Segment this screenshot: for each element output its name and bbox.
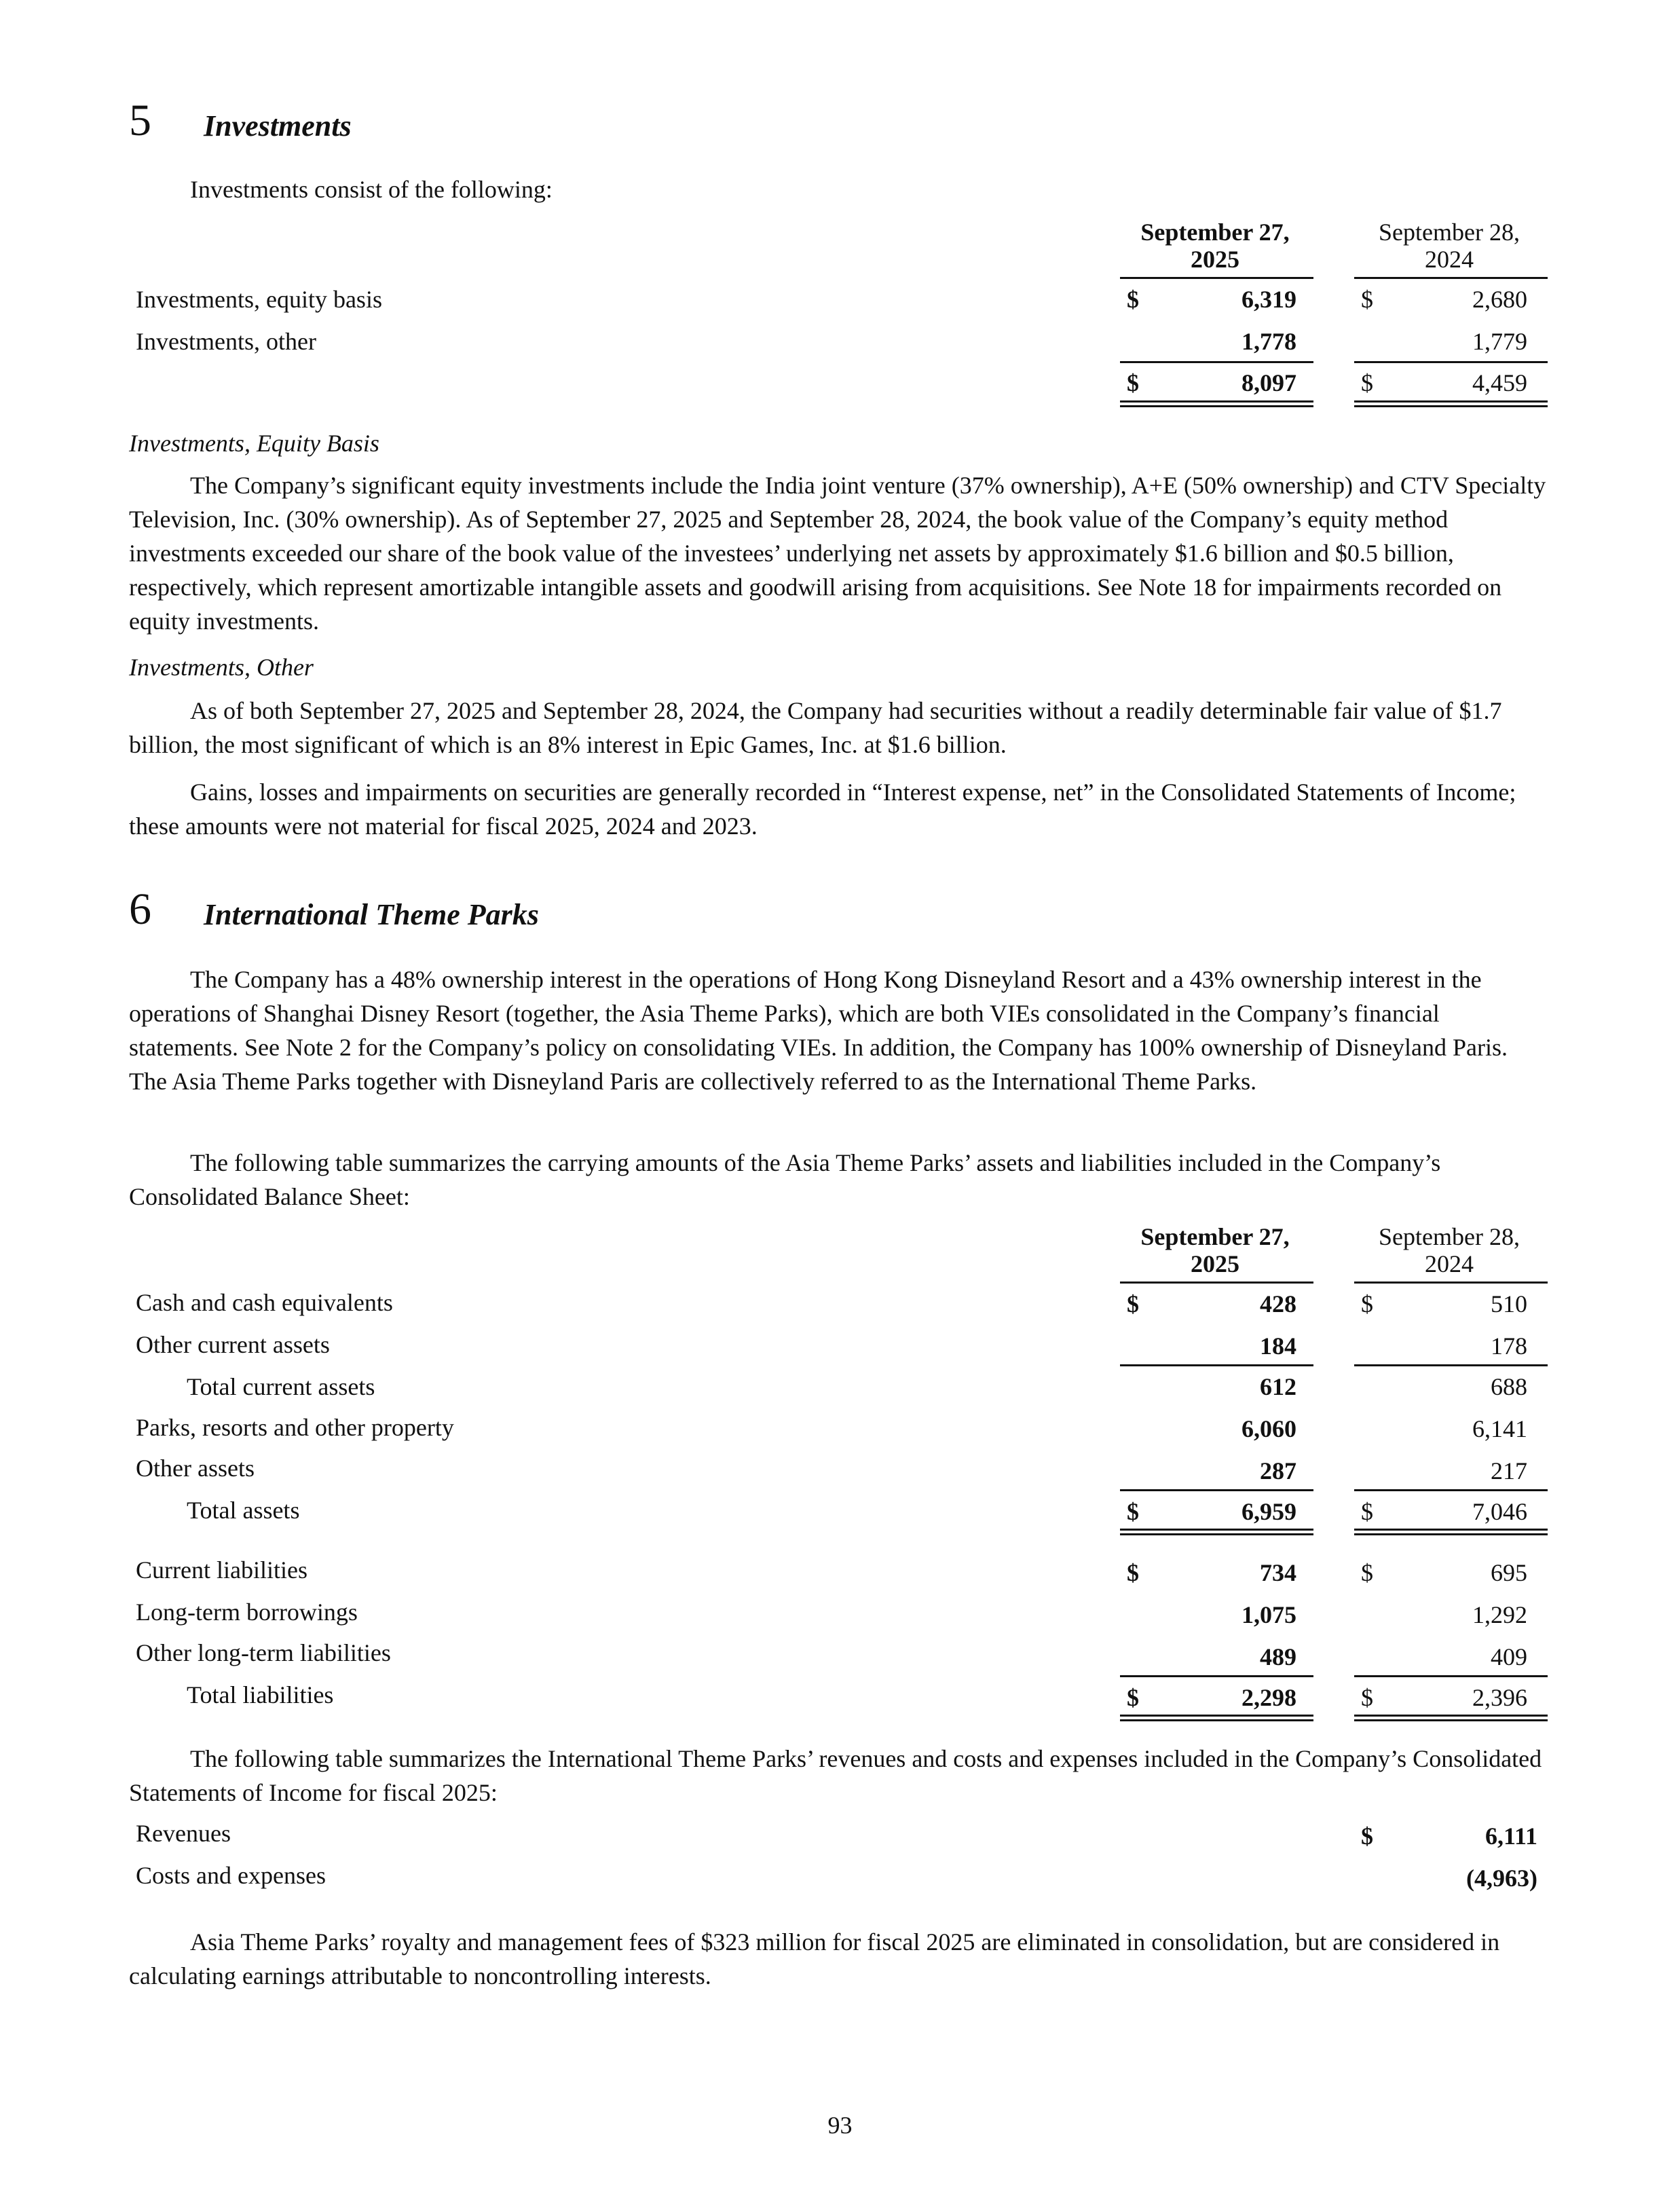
value-2024: 6,141 [1472,1415,1527,1442]
value-fiscal-2025: (4,963) [1466,1865,1537,1892]
dollar-sign: $ [1127,1498,1139,1525]
section-title: Investments [204,109,352,143]
paragraph: Asia Theme Parks’ royalty and management fees of $323 million for fiscal 2025 are eliminated in consolidation, but are considered in calculating earnings attributable to noncontrolling interests. [129,1928,1500,1989]
value-fiscal-2025: 6,111 [1485,1822,1537,1850]
value-2025: 6,959 [1242,1498,1296,1525]
subheading-other: Investments, Other [129,654,314,681]
value-2024: 409 [1491,1643,1527,1670]
paragraph: Gains, losses and impairments on securities are generally recorded in “Interest expense, net” in the Consolidated Statements of Income; these amounts were not material for fiscal 2025, 2024 and 2023. [129,779,1516,840]
subtotal-rule [1120,1364,1313,1366]
row-label: Investments, equity basis [136,286,382,313]
subtotal-rule [1354,1489,1548,1491]
total-double-rule [1120,400,1313,407]
value-2024: 1,292 [1472,1601,1527,1628]
value-2024: 217 [1491,1457,1527,1484]
value-2025: 1,778 [1242,328,1296,355]
value-2025: 184 [1260,1332,1296,1360]
value-2025: 489 [1260,1643,1296,1670]
value-2024: 1,779 [1472,328,1527,355]
row-label: Investments, other [136,328,316,355]
value-2025: 612 [1260,1373,1296,1400]
row-label: Other current assets [136,1331,330,1358]
row-label: Costs and expenses [136,1862,326,1889]
value-2024: 2,396 [1472,1684,1527,1711]
section-number: 6 [129,884,151,934]
value-2024: 2,680 [1472,286,1527,313]
dollar-sign: $ [1361,1498,1373,1525]
value-2025: 6,060 [1242,1415,1296,1442]
value-2025: 1,075 [1242,1601,1296,1628]
section-title: International Theme Parks [204,898,539,931]
value-2025: 8,097 [1242,369,1296,396]
value-2024: 695 [1491,1559,1527,1586]
header-underline [1354,277,1548,279]
row-label: Total assets [187,1497,300,1524]
value-2024: 178 [1491,1332,1527,1360]
dollar-sign: $ [1361,369,1373,396]
paragraph: The Company has a 48% ownership interest in the operations of Hong Kong Disneyland Resort and a 43% ownership interest in the operations of Shanghai Disney Resort (together, the Asia Theme Parks), which are both VIEs consolidated in the Company’s financial statements. See Note 2 for the Company’s policy on consolidating VIEs. In addition, the Company has 100% ownership of Disneyland Paris. The Asia Theme Parks together with Disneyland Paris are collectively referred to as the International Theme Parks. [129,966,1508,1095]
dollar-sign: $ [1127,1559,1139,1586]
row-label: Cash and cash equivalents [136,1289,393,1316]
total-double-rule [1354,1529,1548,1535]
header-underline [1120,277,1313,279]
dollar-sign: $ [1361,1684,1373,1711]
row-label: Parks, resorts and other property [136,1414,454,1441]
subtotal-rule [1120,1489,1313,1491]
value-2025: 2,298 [1242,1684,1296,1711]
subtotal-rule [1120,361,1313,363]
row-label: Other assets [136,1455,255,1482]
row-label: Total liabilities [187,1681,334,1708]
paragraph: As of both September 27, 2025 and September 28, 2024, the Company had securities without a readily determinable fair value of $1.7 billion, the most significant of which is an 8% interest in Epic Games, Inc. at $1.6 billion. [129,697,1502,758]
column-header-2025: September 27, 2025 [1140,219,1290,273]
paragraph: The Company’s significant equity investments include the India joint venture (37% ownership), A+E (50% ownership) and CTV Specialty Television, Inc. (30% ownership). As of September 27, 2025 and September 28, 2024, the book value of the Company’s equity method investments exceeded our share of the book value of the investees’ underlying net assets by approximately $1.6 billion and $0.5 billion, respectively, which represent amortizable intangible assets and goodwill arising from acquisitions. See Note 18 for impairments recorded on equity investments. [129,472,1546,635]
paragraph: The following table summarizes the International Theme Parks’ revenues and costs and expenses included in the Company’s Consolidated Statements of Income for fiscal 2025: [129,1745,1542,1806]
total-double-rule [1354,400,1548,407]
paragraph: The following table summarizes the carrying amounts of the Asia Theme Parks’ assets and liabilities included in the Company’s Consolidated Balance Sheet: [129,1149,1441,1210]
dollar-sign: $ [1361,286,1373,313]
value-2024: 7,046 [1472,1498,1527,1525]
dollar-sign: $ [1361,1822,1373,1850]
intro-text: Investments consist of the following: [190,176,553,203]
dollar-sign: $ [1127,369,1139,396]
section-number: 5 [129,96,151,145]
column-header-2025: September 27, 2025 [1140,1223,1290,1277]
value-2025: 428 [1260,1290,1296,1317]
subtotal-rule [1354,1364,1548,1366]
value-2025: 287 [1260,1457,1296,1484]
dollar-sign: $ [1127,1290,1139,1317]
row-label: Current liabilities [136,1556,307,1584]
row-label: Revenues [136,1820,231,1847]
value-2024: 4,459 [1472,369,1527,396]
value-2024: 510 [1491,1290,1527,1317]
total-double-rule [1354,1715,1548,1721]
row-label: Total current assets [187,1373,375,1400]
header-underline [1120,1281,1313,1284]
value-2025: 6,319 [1242,286,1296,313]
dollar-sign: $ [1127,1684,1139,1711]
subheading-equity-basis: Investments, Equity Basis [129,430,379,457]
column-header-2024: September 28, 2024 [1379,219,1520,273]
row-label: Long-term borrowings [136,1598,358,1626]
subtotal-rule [1354,361,1548,363]
dollar-sign: $ [1127,286,1139,313]
header-underline [1354,1281,1548,1284]
dollar-sign: $ [1361,1290,1373,1317]
dollar-sign: $ [1361,1559,1373,1586]
subtotal-rule [1354,1675,1548,1677]
total-double-rule [1120,1715,1313,1721]
row-label: Other long-term liabilities [136,1639,391,1666]
value-2024: 688 [1491,1373,1527,1400]
total-double-rule [1120,1529,1313,1535]
value-2025: 734 [1260,1559,1296,1586]
subtotal-rule [1120,1675,1313,1677]
page-number: 93 [827,2112,853,2139]
column-header-2024: September 28, 2024 [1379,1223,1520,1277]
